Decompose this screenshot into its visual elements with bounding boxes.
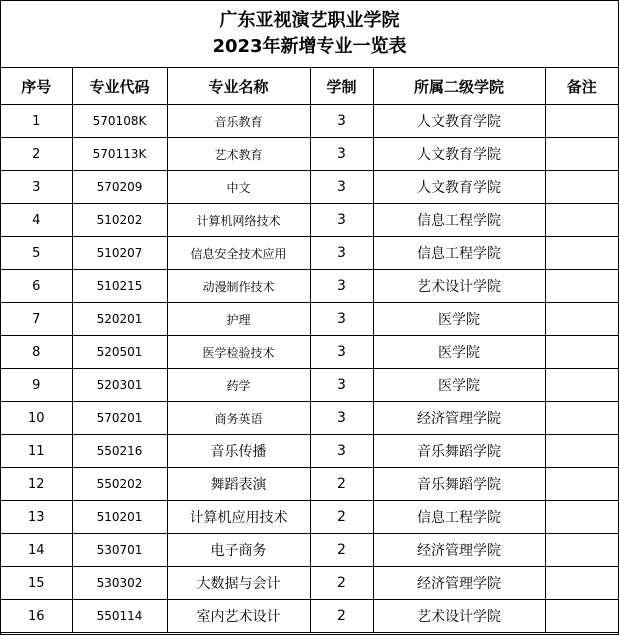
title-block <box>1 1 618 68</box>
cell-college: 人文教育学院 <box>373 171 545 204</box>
cell-code: 530701 <box>72 534 167 567</box>
cell-note <box>545 237 618 270</box>
cell-college: 经济管理学院 <box>373 567 545 600</box>
cell-note <box>545 501 618 534</box>
cell-college: 经济管理学院 <box>373 402 545 435</box>
cell-years: 3 <box>310 303 373 336</box>
cell-years: 2 <box>310 567 373 600</box>
cell-name: 大数据与会计 <box>167 567 310 600</box>
cell-no: 8 <box>1 336 72 369</box>
cell-code: 550202 <box>72 468 167 501</box>
cell-years: 2 <box>310 468 373 501</box>
cell-note <box>545 171 618 204</box>
cell-note <box>545 435 618 468</box>
cell-college: 经济管理学院 <box>373 534 545 567</box>
cell-no: 3 <box>1 171 72 204</box>
cell-name: 药学 <box>167 369 310 402</box>
cell-college: 艺术设计学院 <box>373 270 545 303</box>
cell-college: 医学院 <box>373 303 545 336</box>
cell-name: 舞蹈表演 <box>167 468 310 501</box>
cell-code: 520301 <box>72 369 167 402</box>
cell-years: 2 <box>310 501 373 534</box>
cell-no: 1 <box>1 105 72 138</box>
cell-no: 9 <box>1 369 72 402</box>
table-row <box>1 468 618 501</box>
column-header-years: 学制 <box>310 68 373 105</box>
page-subtitle: 2023年新增专业一览表 <box>212 36 407 57</box>
cell-college: 人文教育学院 <box>373 105 545 138</box>
cell-note <box>545 138 618 171</box>
table-row <box>1 138 618 171</box>
cell-years: 3 <box>310 270 373 303</box>
cell-code: 520201 <box>72 303 167 336</box>
table-row <box>1 171 618 204</box>
cell-college: 音乐舞蹈学院 <box>373 468 545 501</box>
cell-years: 3 <box>310 237 373 270</box>
cell-no: 2 <box>1 138 72 171</box>
cell-name: 计算机应用技术 <box>167 501 310 534</box>
cell-college: 音乐舞蹈学院 <box>373 435 545 468</box>
column-header-note: 备注 <box>545 68 618 105</box>
cell-years: 3 <box>310 402 373 435</box>
cell-code: 530302 <box>72 567 167 600</box>
cell-note <box>545 105 618 138</box>
table-body <box>1 105 618 633</box>
cell-no: 7 <box>1 303 72 336</box>
cell-note <box>545 402 618 435</box>
cell-no: 14 <box>1 534 72 567</box>
cell-code: 570113K <box>72 138 167 171</box>
cell-code: 510207 <box>72 237 167 270</box>
page-title: 广东亚视演艺职业学院 <box>219 10 400 31</box>
cell-college: 信息工程学院 <box>373 237 545 270</box>
table-row <box>1 270 618 303</box>
cell-code: 510215 <box>72 270 167 303</box>
cell-college: 信息工程学院 <box>373 204 545 237</box>
cell-years: 2 <box>310 600 373 633</box>
cell-code: 570209 <box>72 171 167 204</box>
column-header-no: 序号 <box>1 68 72 105</box>
table-row <box>1 237 618 270</box>
cell-note <box>545 336 618 369</box>
cell-code: 510201 <box>72 501 167 534</box>
table-row <box>1 501 618 534</box>
table-row <box>1 600 618 633</box>
cell-years: 3 <box>310 435 373 468</box>
cell-code: 520501 <box>72 336 167 369</box>
cell-years: 3 <box>310 336 373 369</box>
cell-years: 3 <box>310 204 373 237</box>
table-row <box>1 402 618 435</box>
table-row <box>1 105 618 138</box>
cell-name: 商务英语 <box>167 402 310 435</box>
cell-name: 音乐传播 <box>167 435 310 468</box>
cell-years: 3 <box>310 171 373 204</box>
cell-college: 艺术设计学院 <box>373 600 545 633</box>
cell-note <box>545 204 618 237</box>
cell-name: 护理 <box>167 303 310 336</box>
column-header-name: 专业名称 <box>167 68 310 105</box>
cell-name: 电子商务 <box>167 534 310 567</box>
cell-years: 3 <box>310 369 373 402</box>
cell-years: 2 <box>310 534 373 567</box>
table-row <box>1 336 618 369</box>
cell-name: 艺术教育 <box>167 138 310 171</box>
cell-no: 5 <box>1 237 72 270</box>
cell-no: 12 <box>1 468 72 501</box>
cell-note <box>545 270 618 303</box>
cell-name: 信息安全技术应用 <box>167 237 310 270</box>
cell-name: 室内艺术设计 <box>167 600 310 633</box>
cell-college: 医学院 <box>373 336 545 369</box>
cell-no: 6 <box>1 270 72 303</box>
cell-code: 570201 <box>72 402 167 435</box>
cell-note <box>545 303 618 336</box>
cell-note <box>545 600 618 633</box>
cell-college: 人文教育学院 <box>373 138 545 171</box>
cell-note <box>545 369 618 402</box>
cell-college: 信息工程学院 <box>373 501 545 534</box>
majors-table <box>1 68 618 633</box>
cell-years: 3 <box>310 138 373 171</box>
cell-name: 医学检验技术 <box>167 336 310 369</box>
table-row <box>1 204 618 237</box>
table-row <box>1 369 618 402</box>
cell-no: 15 <box>1 567 72 600</box>
cell-college: 医学院 <box>373 369 545 402</box>
cell-code: 550216 <box>72 435 167 468</box>
column-header-code: 专业代码 <box>72 68 167 105</box>
table-row <box>1 534 618 567</box>
column-header-college: 所属二级学院 <box>373 68 545 105</box>
cell-code: 550114 <box>72 600 167 633</box>
table-row <box>1 303 618 336</box>
cell-no: 13 <box>1 501 72 534</box>
table-header-row <box>1 68 618 105</box>
table-row <box>1 567 618 600</box>
cell-note <box>545 468 618 501</box>
cell-name: 计算机网络技术 <box>167 204 310 237</box>
cell-no: 16 <box>1 600 72 633</box>
cell-note <box>545 534 618 567</box>
cell-no: 4 <box>1 204 72 237</box>
cell-name: 音乐教育 <box>167 105 310 138</box>
cell-years: 3 <box>310 105 373 138</box>
cell-name: 中文 <box>167 171 310 204</box>
cell-code: 570108K <box>72 105 167 138</box>
cell-code: 510202 <box>72 204 167 237</box>
cell-no: 10 <box>1 402 72 435</box>
cell-name: 动漫制作技术 <box>167 270 310 303</box>
table-row <box>1 435 618 468</box>
cell-no: 11 <box>1 435 72 468</box>
cell-note <box>545 567 618 600</box>
